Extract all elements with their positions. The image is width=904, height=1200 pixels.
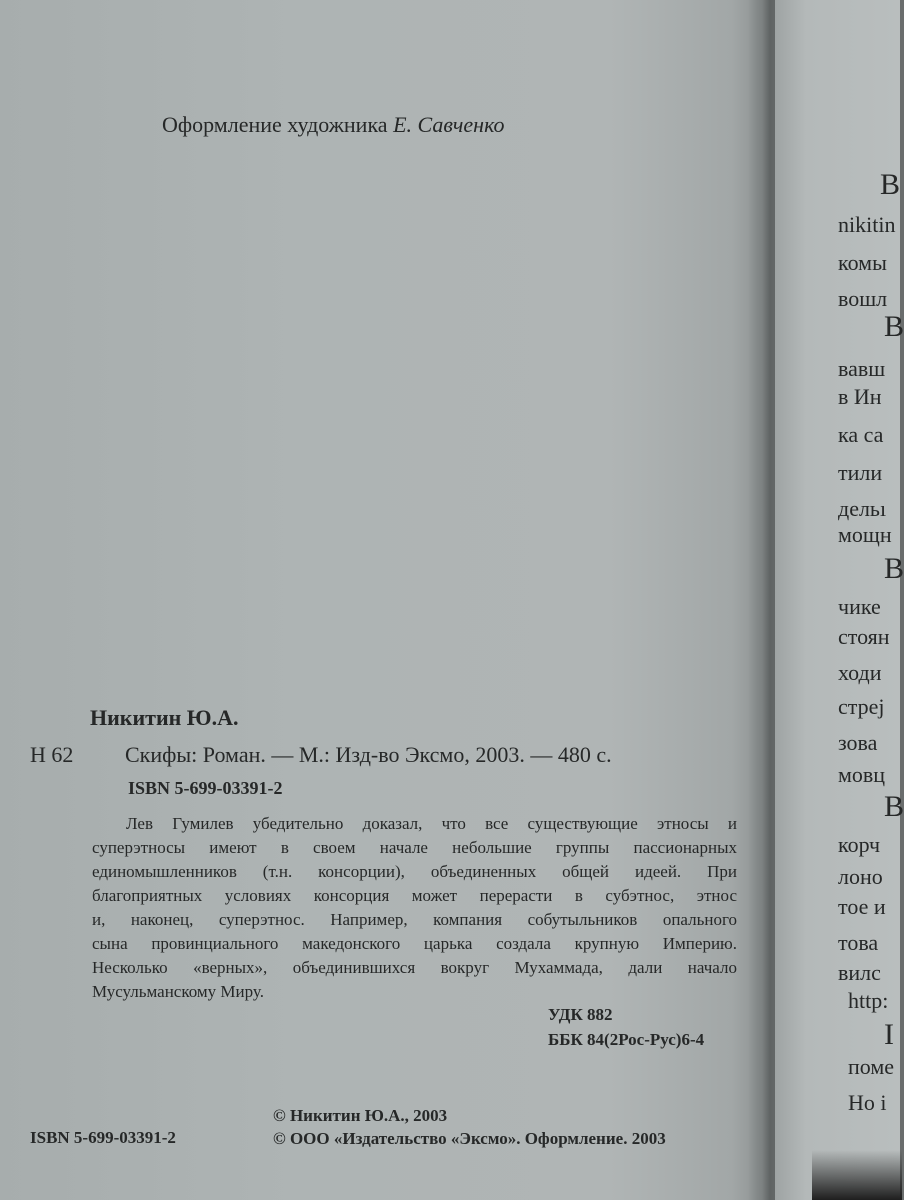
right-page-line: В — [884, 552, 904, 585]
annotation-line: благоприятных условиях консорция может перерасти в субэтнос, этнос — [92, 886, 737, 905]
copyright-publisher: © ООО «Издательство «Эксмо». Оформление. 2003 — [273, 1129, 666, 1148]
annotation-line: сына провинциального македонского царька создала крупную Империю. — [92, 934, 737, 953]
bbk-code: ББК 84(2Рос-Рус)6-4 — [548, 1030, 705, 1049]
right-page-line: тое и — [838, 894, 886, 919]
right-page-line: В — [884, 310, 904, 343]
designer-credit — [162, 112, 505, 138]
right-page-line: мовц — [838, 762, 886, 787]
author-name: Никитин Ю.А. — [90, 705, 239, 730]
right-page-line: стоян — [838, 624, 890, 649]
right-page-line: стреј — [838, 694, 885, 719]
right-page-line: вавш — [838, 356, 886, 381]
right-page — [775, 0, 904, 1200]
designer-name: Е. Савченко — [393, 112, 505, 137]
designer-label: Оформление художника — [162, 112, 388, 137]
right-page-line: В — [884, 790, 904, 823]
right-page-line: комы — [838, 250, 887, 275]
annotation-line: Лев Гумилев убедительно доказал, что все существующие этносы и — [126, 814, 737, 833]
annotation-line: Несколько «верных», объединившихся вокруг Мухаммада, дали начало — [92, 958, 737, 977]
right-page-line: ка са — [838, 422, 884, 447]
right-page-line: nikitin — [838, 212, 896, 237]
right-page-line: вошл — [838, 286, 888, 311]
annotation — [92, 812, 737, 1004]
page-edge-shadow — [812, 1150, 902, 1200]
bibliographic-entry: Скифы: Роман. — М.: Изд-во Эксмо, 2003. — 480 с. — [125, 742, 612, 767]
annotation-line: единомышленников (т.н. консорции), объединенных общей идеей. При — [92, 862, 737, 881]
right-page-line: В — [880, 168, 901, 201]
right-page-line: ходи — [838, 660, 882, 685]
right-page-line: поме — [848, 1054, 895, 1079]
right-page-line: корч — [838, 832, 881, 857]
right-page-line: Но і — [848, 1090, 887, 1115]
right-page-line: чике — [838, 594, 881, 619]
right-page-line: в Ин — [838, 384, 882, 409]
isbn-bottom: ISBN 5-699-03391-2 — [30, 1128, 176, 1147]
right-page-line: І — [884, 1018, 894, 1051]
right-page-line: тили — [838, 460, 883, 485]
right-page-line: това — [838, 930, 879, 955]
right-page-line: вилс — [838, 960, 881, 985]
right-page-line: зова — [838, 730, 878, 755]
annotation-line: суперэтносы имеют в своем начале небольшие группы пассионарных — [92, 838, 737, 857]
catalog-code: Н 62 — [30, 742, 74, 767]
isbn-top: ISBN 5-699-03391-2 — [128, 778, 283, 798]
right-page-line: мощн — [838, 522, 892, 547]
annotation-line: Мусульманскому Миру. — [92, 982, 264, 1001]
udk-code: УДК 882 — [548, 1005, 613, 1024]
right-page-line: http: — [848, 988, 889, 1013]
copyright-author: © Никитин Ю.А., 2003 — [273, 1106, 448, 1125]
right-page-line: лоно — [838, 864, 883, 889]
right-page-line: дельı — [838, 496, 887, 521]
annotation-line: и, наконец, суперэтнос. Например, компания собутыльников опального — [92, 910, 737, 929]
